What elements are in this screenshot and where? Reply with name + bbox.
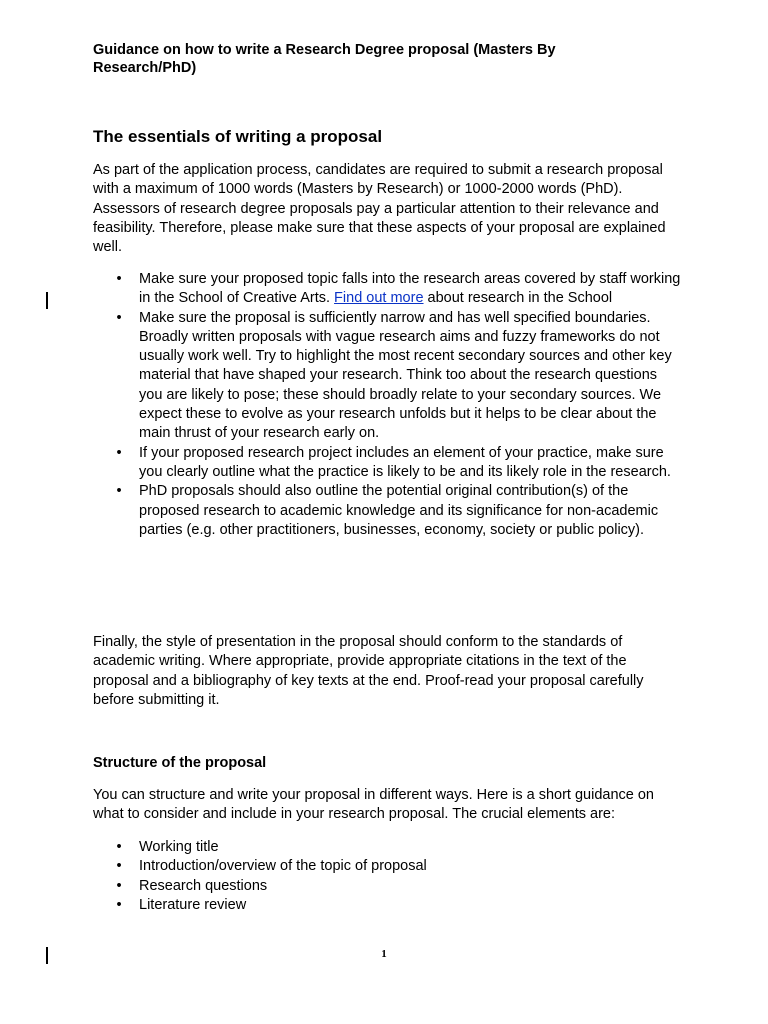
- find-out-more-link[interactable]: Find out more: [334, 290, 424, 307]
- essentials-bullet-list: [93, 270, 683, 540]
- margin-change-bar: [46, 292, 48, 309]
- bullet-text: Literature review: [139, 896, 247, 913]
- bullet-text: PhD proposals should also outline the potential original contribution(s) of the proposed research to academic knowledge and its significance for non-academic parties (e.g. other practitioners, businesses, economy, society or public policy).: [139, 483, 659, 538]
- margin-change-bar: [46, 947, 48, 964]
- bullet-icon: •: [116, 896, 122, 913]
- list-item: [93, 857, 683, 876]
- bullet-text: Working title: [139, 839, 219, 855]
- bullet-text: Introduction/overview of the topic of proposal: [139, 858, 427, 875]
- bullet-text: If your proposed research project includes an element of your practice, make sure you clearly outline what the practice is likely to be and its likely role in the research.: [139, 444, 671, 480]
- list-item: [93, 838, 683, 857]
- list-item: [93, 309, 683, 444]
- bullet-icon: •: [116, 444, 122, 461]
- page-number: 1: [381, 948, 387, 960]
- list-item: [93, 270, 683, 309]
- structure-bullet-list: [93, 838, 683, 915]
- bullet-icon: •: [116, 839, 122, 855]
- closing-paragraph: Finally, the style of presentation in the proposal should conform to the standards of academic writing. Where appropriate, provide appropriate citations in the text of the proposal and a bibliography of key texts at the end. Proof-read your proposal carefully before submitting it.: [93, 634, 644, 708]
- list-item: [93, 482, 683, 540]
- bullet-icon: •: [116, 858, 122, 875]
- structure-intro-paragraph: You can structure and write your proposal in different ways. Here is a short guidance on what to consider and include in your research proposal. The crucial elements are:: [93, 787, 654, 823]
- list-item: [93, 896, 683, 915]
- section-heading-structure: Structure of the proposal: [93, 755, 267, 771]
- bullet-icon: •: [116, 483, 122, 500]
- bullet-text-after-link: about research in the School: [423, 290, 613, 307]
- list-item: [93, 444, 683, 483]
- list-item: [93, 877, 683, 896]
- bullet-text-before-link: Make sure your proposed topic falls into the research areas covered by staff working in the School of Creative Arts.: [139, 271, 681, 307]
- section-heading-essentials: The essentials of writing a proposal: [93, 127, 383, 146]
- bullet-text: Research questions: [139, 877, 268, 894]
- document-header: Guidance on how to write a Research Degree proposal (Masters By Research/PhD): [93, 42, 556, 76]
- essentials-intro-paragraph: As part of the application process, candidates are required to submit a research proposal with a maximum of 1000 words (Masters by Research) or 1000-2000 words (PhD). Assessors of research degree proposals pay a particular attention to their relevance and feasibility. Therefore, please make sure that these aspects of your proposal are explained well.: [93, 162, 666, 256]
- bullet-icon: •: [116, 271, 122, 287]
- bullet-text: Make sure the proposal is sufficiently narrow and has well specified boundaries. Broadly written proposals with vague research aims and fuzzy frameworks do not usually work well. Try to highlight the most recent secondary sources and other key material that have shaped your research. Think too about the research questions you are likely to pose; these should broadly relate to your secondary sources. We expect these to evolve as your research unfolds but it helps to be clear about the main thrust of your research early on.: [139, 309, 672, 442]
- bullet-icon: •: [116, 309, 122, 326]
- bullet-icon: •: [116, 877, 122, 894]
